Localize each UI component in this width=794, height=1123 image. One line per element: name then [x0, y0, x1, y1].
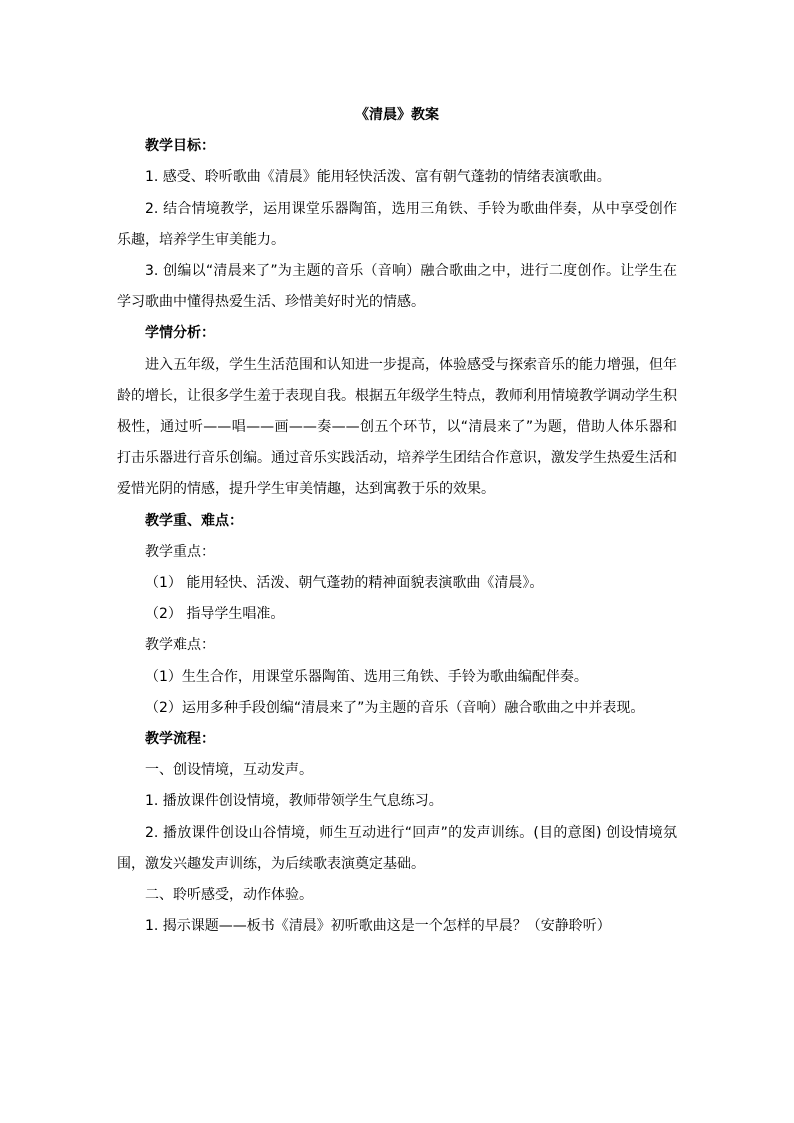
key-item-1: （1） 能用轻快、活泼、朝气蓬勃的精神面貌表演歌曲《清晨》。	[145, 575, 544, 592]
document-page	[117, 100, 677, 942]
process-section-2: 二、聆听感受，动作体验。	[145, 887, 313, 904]
objective-item-3: 3. 创编以“清晨来了”为主题的音乐（音响）融合歌曲之中，进行二度创作。让学生在学习歌曲中懂得热爱生活、珍惜美好时光的情感。	[117, 263, 677, 311]
process-item-2-1: 1. 揭示课题——板书《清晨》初听歌曲这是一个怎样的早晨？（安静聆听）	[145, 918, 611, 935]
process-section-1: 一、创设情境，互动发声。	[145, 762, 313, 779]
objectives-heading: 教学目标：	[145, 138, 215, 155]
objective-item-2: 2. 结合情境教学，运用课堂乐器陶笛，选用三角铁、手铃为歌曲伴奏，从中享受创作乐趣，培养学生审美能力。	[117, 200, 677, 248]
objective-item-1: 1. 感受、聆听歌曲《清晨》能用轻快活泼、富有朝气蓬勃的情绪表演歌曲。	[145, 169, 611, 186]
analysis-heading: 学情分析：	[145, 325, 215, 342]
analysis-paragraph: 进入五年级，学生生活范围和认知进一步提高，体验感受与探索音乐的能力增强，但年龄的增长，让很多学生羞于表现自我。根据五年级学生特点，教师利用情境教学调动学生积极性，通过听——唱——画——奏——创五个环节，以“清晨来了”为题，借助人体乐器和打击乐器进行音乐创编。通过音乐实践活动，培养学生团结合作意识，激发学生热爱生活和爱惜光阴的情感，提升学生审美情趣，达到寓教于乐的效果。	[117, 356, 677, 498]
difficult-item-1: （1）生生合作，用课堂乐器陶笛、选用三角铁、手铃为歌曲编配伴奏。	[145, 668, 588, 685]
key-item-2: （2） 指导学生唱准。	[145, 606, 285, 623]
process-item-1-1: 1. 播放课件创设情境，教师带领学生气息练习。	[145, 793, 443, 810]
difficult-label: 教学难点：	[145, 637, 215, 654]
key-label: 教学重点：	[145, 543, 215, 560]
difficult-item-2: （2）运用多种手段创编“清晨来了”为主题的音乐（音响）融合歌曲之中并表现。	[145, 699, 645, 716]
keypoints-heading: 教学重、难点：	[145, 512, 243, 529]
document-title: 《清晨》教案	[355, 107, 439, 123]
process-heading: 教学流程：	[145, 731, 215, 748]
process-item-1-2: 2. 播放课件创设山谷情境，师生互动进行“回声”的发声训练。(目的意图) 创设情境氛围，激发兴趣发声训练，为后续歌表演奠定基础。	[117, 824, 677, 872]
